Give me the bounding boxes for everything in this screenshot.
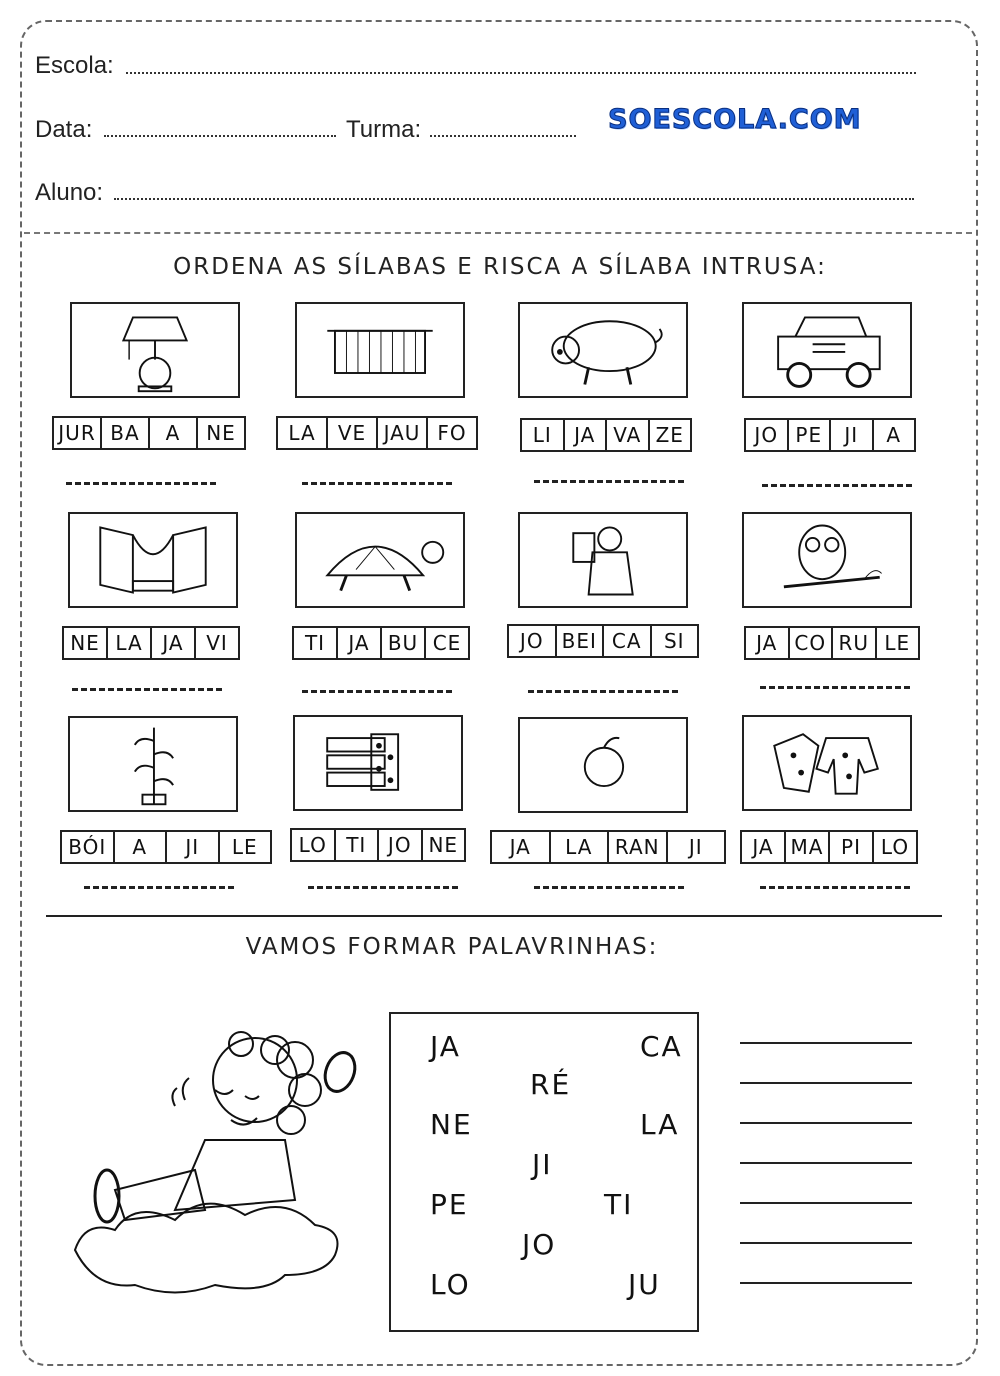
section1-title: ORDENA AS SÍLABAS E RISCA A SÍLABA INTRUSA: — [173, 254, 827, 280]
owl-icon — [742, 512, 912, 608]
answer-blank[interactable] — [302, 690, 452, 693]
word-line[interactable] — [740, 1242, 912, 1244]
syllable[interactable]: LI — [522, 420, 565, 450]
word-syllable: RÉ — [530, 1068, 572, 1101]
syllable[interactable]: TI — [336, 830, 380, 860]
answer-blank[interactable] — [66, 482, 216, 485]
syllable[interactable]: MA — [786, 832, 830, 862]
class-field[interactable] — [430, 135, 576, 137]
syllable[interactable]: JO — [379, 830, 423, 860]
syllable[interactable]: BÓI — [62, 832, 115, 862]
turtle-icon — [295, 512, 465, 608]
word-line[interactable] — [740, 1082, 912, 1084]
word-syllable: TI — [604, 1188, 634, 1221]
word-syllable: CA — [640, 1030, 683, 1063]
syllable[interactable]: A — [115, 832, 168, 862]
syllable[interactable]: JO — [746, 420, 789, 450]
student-label: Aluno: — [35, 179, 104, 206]
word-syllable: JU — [628, 1268, 661, 1301]
answer-blank[interactable] — [534, 886, 684, 889]
syllable[interactable]: JUR — [54, 418, 102, 448]
word-syllable: PE — [430, 1188, 469, 1221]
syllable[interactable]: BEI — [557, 626, 605, 656]
answer-blank[interactable] — [84, 886, 234, 889]
word-syllable: NE — [430, 1108, 473, 1141]
syllable[interactable]: JA — [152, 628, 196, 658]
syllable[interactable]: CE — [432, 631, 462, 655]
syllable[interactable]: NE — [64, 628, 108, 658]
pig-icon — [518, 302, 688, 398]
syllable[interactable]: VE — [328, 418, 378, 448]
answer-blank[interactable] — [534, 480, 684, 483]
syllable[interactable]: LE — [884, 631, 911, 655]
word-line[interactable] — [740, 1042, 912, 1044]
syllable[interactable]: PE — [789, 420, 832, 450]
syllable[interactable]: JA — [565, 420, 608, 450]
syllable[interactable]: CO — [790, 628, 834, 658]
plant-icon — [68, 716, 238, 812]
window-icon — [68, 512, 238, 608]
word-line[interactable] — [740, 1202, 912, 1204]
header-separator — [24, 232, 972, 234]
syllable[interactable]: ZE — [655, 423, 684, 447]
syllable[interactable]: A — [886, 423, 902, 447]
answer-blank[interactable] — [760, 686, 910, 689]
word-line[interactable] — [740, 1282, 912, 1284]
syllable[interactable]: LO — [292, 830, 336, 860]
school-label: Escola: — [35, 52, 114, 79]
syllable-set-6 — [292, 626, 470, 660]
syllable[interactable]: LO — [880, 835, 910, 859]
syllable[interactable]: LA — [278, 418, 328, 448]
lamp-icon — [70, 302, 240, 398]
answer-blank[interactable] — [760, 886, 910, 889]
syllable-set-12 — [740, 830, 918, 864]
syllable[interactable]: LA — [551, 832, 610, 862]
syllable[interactable]: PI — [830, 832, 874, 862]
sleeping-angel-icon — [55, 1000, 375, 1300]
syllable[interactable]: JA — [746, 628, 790, 658]
section-divider — [46, 915, 942, 917]
answer-blank[interactable] — [302, 482, 452, 485]
syllable[interactable]: JA — [492, 832, 551, 862]
section2-title: VAMOS FORMAR PALAVRINHAS: — [245, 934, 659, 960]
syllable-set-2 — [276, 416, 478, 450]
pajamas-icon — [742, 715, 912, 811]
syllable-set-5 — [62, 626, 240, 660]
syllable[interactable]: BA — [102, 418, 150, 448]
syllable[interactable]: A — [150, 418, 198, 448]
syllable[interactable]: JI — [688, 835, 703, 859]
syllable[interactable]: VI — [206, 631, 228, 655]
word-syllable: JA — [430, 1030, 461, 1063]
syllable-set-4 — [744, 418, 916, 452]
syllable[interactable]: TI — [294, 628, 338, 658]
syllable[interactable]: JO — [509, 626, 557, 656]
syllable-set-8 — [744, 626, 920, 660]
answer-blank[interactable] — [72, 688, 222, 691]
syllable-set-7 — [507, 624, 699, 658]
word-syllable: JI — [532, 1148, 553, 1181]
syllable[interactable]: NE — [428, 833, 459, 857]
site-logo: SOESCOLA.COM — [608, 104, 862, 135]
syllable[interactable]: RAN — [609, 832, 668, 862]
syllable[interactable]: RU — [833, 628, 877, 658]
syllable[interactable]: JA — [742, 832, 786, 862]
dominoes-icon — [293, 715, 463, 811]
syllable[interactable]: LE — [231, 835, 258, 859]
word-syllable: JO — [522, 1228, 557, 1261]
date-field[interactable] — [104, 135, 336, 137]
jeep-icon — [742, 302, 912, 398]
answer-blank[interactable] — [762, 484, 912, 487]
word-line[interactable] — [740, 1162, 912, 1164]
syllable[interactable]: BU — [382, 628, 426, 658]
answer-blank[interactable] — [528, 690, 678, 693]
syllable[interactable]: LA — [108, 628, 152, 658]
syllable[interactable]: JAU — [378, 418, 428, 448]
word-line[interactable] — [740, 1122, 912, 1124]
syllable[interactable]: NE — [206, 421, 236, 445]
syllable-set-1 — [52, 416, 246, 450]
syllable[interactable]: FO — [437, 421, 467, 445]
syllable[interactable]: JI — [167, 832, 220, 862]
answer-blank[interactable] — [308, 886, 458, 889]
syllable[interactable]: SI — [663, 629, 685, 653]
syllable-set-11 — [490, 830, 726, 864]
cage-icon — [295, 302, 465, 398]
syllable[interactable]: CA — [604, 626, 652, 656]
syllable[interactable]: JI — [831, 420, 874, 450]
school-field[interactable] — [126, 72, 916, 74]
syllable[interactable]: JA — [338, 628, 382, 658]
orange-icon — [518, 717, 688, 813]
class-label: Turma: — [346, 116, 422, 143]
date-label: Data: — [35, 116, 93, 143]
syllable[interactable]: VA — [607, 420, 650, 450]
syllable-set-10 — [290, 828, 466, 862]
word-syllable: LA — [640, 1108, 680, 1141]
word-syllable: LO — [430, 1268, 471, 1301]
syllable-set-9 — [60, 830, 272, 864]
girl-icon — [518, 512, 688, 608]
student-field[interactable] — [114, 198, 914, 200]
syllable-set-3 — [520, 418, 692, 452]
